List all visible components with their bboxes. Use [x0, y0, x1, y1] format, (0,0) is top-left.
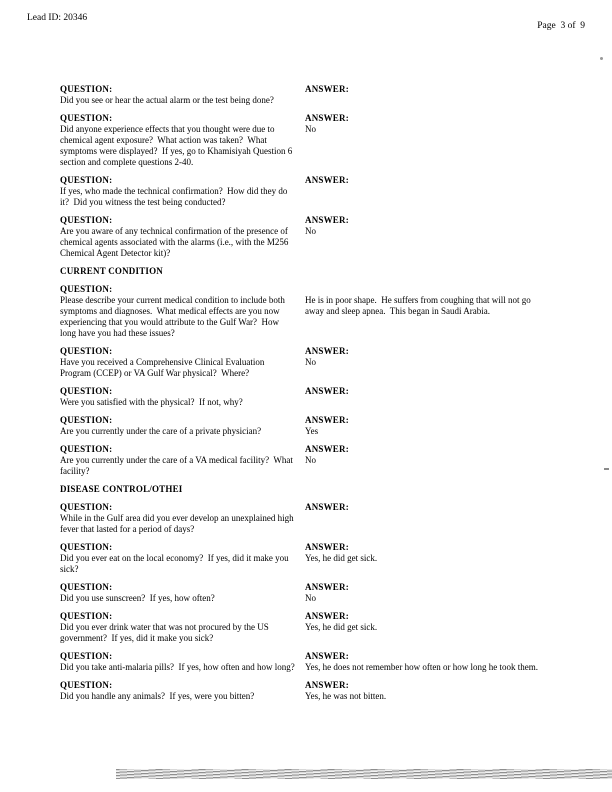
- question-text: If yes, who made the technical confirmation? How did they do it? Did you witness the test being conducted?: [60, 186, 290, 207]
- answer-column: [305, 215, 572, 259]
- question-column: [60, 84, 305, 106]
- question-label: QUESTION:: [60, 84, 113, 94]
- question-label: QUESTION:: [60, 215, 113, 225]
- answer-label: ANSWER:: [305, 215, 349, 225]
- question-text: Did you ever drink water that was not procured by the US government? If yes, did it make you sick?: [60, 622, 271, 643]
- answer-label: ANSWER:: [305, 651, 349, 661]
- answer-label: ANSWER:: [305, 415, 349, 425]
- answer-label: ANSWER:: [305, 680, 349, 690]
- question-column: [60, 215, 305, 259]
- answer-label: ANSWER:: [305, 113, 349, 123]
- answer-text: Yes, he did get sick.: [305, 553, 378, 563]
- qa-row: [60, 582, 572, 604]
- question-column: [60, 651, 305, 673]
- answer-label-spacer: [305, 284, 572, 295]
- question-column: [60, 415, 305, 437]
- question-column: [60, 611, 305, 644]
- answer-label: ANSWER:: [305, 386, 349, 396]
- answer-column: [305, 502, 572, 535]
- question-text: Are you currently under the care of a private physician?: [60, 426, 262, 436]
- answer-text: Yes, he did get sick.: [305, 622, 378, 632]
- question-label: QUESTION:: [60, 175, 113, 185]
- question-column: [60, 444, 305, 477]
- answer-text: No: [305, 455, 316, 465]
- question-label: QUESTION:: [60, 444, 113, 454]
- question-column: [60, 284, 305, 339]
- qa-row: [60, 175, 572, 208]
- answer-column: [305, 113, 572, 168]
- question-column: [60, 175, 305, 208]
- answer-column: [305, 611, 572, 644]
- question-label: QUESTION:: [60, 346, 113, 356]
- answer-text: Yes, he does not remember how often or how long he took them.: [305, 662, 539, 672]
- qa-list: [60, 84, 572, 709]
- answer-label: ANSWER:: [305, 346, 349, 356]
- question-column: [60, 386, 305, 408]
- question-text: Have you received a Comprehensive Clinical Evaluation Program (CCEP) or VA Gulf War physical? Where?: [60, 357, 267, 378]
- section-heading: CURRENT CONDITION: [60, 266, 163, 276]
- question-text: Did you use sunscreen? If yes, how often?: [60, 593, 215, 603]
- answer-text: No: [305, 357, 316, 367]
- qa-row: [60, 284, 572, 339]
- question-label: QUESTION:: [60, 284, 113, 294]
- answer-label: ANSWER:: [305, 542, 349, 552]
- qa-row: [60, 502, 572, 535]
- qa-row: [60, 113, 572, 168]
- answer-column: [305, 542, 572, 575]
- question-text: Did you handle any animals? If yes, were you bitten?: [60, 691, 255, 701]
- qa-row: [60, 680, 572, 702]
- answer-label: ANSWER:: [305, 84, 349, 94]
- scan-speck: [600, 57, 603, 60]
- answer-column: [305, 680, 572, 702]
- answer-text: No: [305, 226, 316, 236]
- answer-column: [305, 346, 572, 379]
- page-number: Page 3 of 9: [537, 21, 585, 31]
- question-text: While in the Gulf area did you ever develop an unexplained high fever that lasted for a period of days?: [60, 513, 296, 534]
- question-column: [60, 113, 305, 168]
- answer-label: ANSWER:: [305, 582, 349, 592]
- qa-row: [60, 386, 572, 408]
- question-column: [60, 502, 305, 535]
- qa-row: [60, 84, 572, 106]
- answer-column: [305, 84, 572, 106]
- question-label: QUESTION:: [60, 502, 113, 512]
- answer-column: [305, 284, 572, 339]
- qa-row: [60, 444, 572, 477]
- qa-row: [60, 215, 572, 259]
- answer-column: [305, 582, 572, 604]
- answer-label: ANSWER:: [305, 444, 349, 454]
- scan-artifact-bar: [116, 769, 612, 779]
- answer-text: No: [305, 124, 316, 134]
- question-text: Are you aware of any technical confirmation of the presence of chemical agents associated with the alarms (i.e., with the M256 Chemical Agent Detector kit)?: [60, 226, 291, 258]
- answer-label: ANSWER:: [305, 175, 349, 185]
- qa-row: [60, 611, 572, 644]
- question-text: Did you ever eat on the local economy? If yes, did it make you sick?: [60, 553, 291, 574]
- question-label: QUESTION:: [60, 611, 113, 621]
- question-column: [60, 680, 305, 702]
- answer-label: ANSWER:: [305, 611, 349, 621]
- question-column: [60, 582, 305, 604]
- question-label: QUESTION:: [60, 542, 113, 552]
- question-text: Did you take anti-malaria pills? If yes, how often and how long?: [60, 662, 295, 672]
- answer-text: No: [305, 593, 316, 603]
- question-label: QUESTION:: [60, 651, 113, 661]
- question-label: QUESTION:: [60, 113, 113, 123]
- question-text: Did you see or hear the actual alarm or the test being done?: [60, 95, 274, 105]
- answer-column: [305, 444, 572, 477]
- question-label: QUESTION:: [60, 582, 113, 592]
- question-label: QUESTION:: [60, 386, 113, 396]
- question-label: QUESTION:: [60, 415, 113, 425]
- answer-column: [305, 415, 572, 437]
- answer-column: [305, 651, 572, 673]
- question-text: Are you currently under the care of a VA medical facility? What facility?: [60, 455, 296, 476]
- question-column: [60, 542, 305, 575]
- scan-mark: [604, 468, 609, 470]
- answer-column: [305, 175, 572, 208]
- qa-row: [60, 346, 572, 379]
- question-text: Were you satisfied with the physical? If not, why?: [60, 397, 243, 407]
- answer-text: Yes: [305, 426, 319, 436]
- question-column: [60, 346, 305, 379]
- section-heading: DISEASE CONTROL/OTHEI: [60, 484, 183, 494]
- qa-row: [60, 542, 572, 575]
- answer-text: Yes, he was not bitten.: [305, 691, 387, 701]
- answer-column: [305, 386, 572, 408]
- lead-id: Lead ID: 20346: [27, 13, 88, 23]
- question-text: Did anyone experience effects that you thought were due to chemical agent exposure? What action was taken? What symptoms were displayed? If yes, go to Khamisiyah Question 6 section and complete questions 2-40.: [60, 124, 295, 167]
- qa-row: [60, 651, 572, 673]
- question-text: Please describe your current medical condition to include both symptoms and diagnoses. What medical effects are you now experiencing that you would attribute to the Gulf War? How long have you had these issues?: [60, 295, 288, 338]
- qa-row: [60, 415, 572, 437]
- question-label: QUESTION:: [60, 680, 113, 690]
- answer-text: He is in poor shape. He suffers from coughing that will not go away and sleep apnea. This began in Saudi Arabia.: [305, 295, 534, 316]
- answer-label: ANSWER:: [305, 502, 349, 512]
